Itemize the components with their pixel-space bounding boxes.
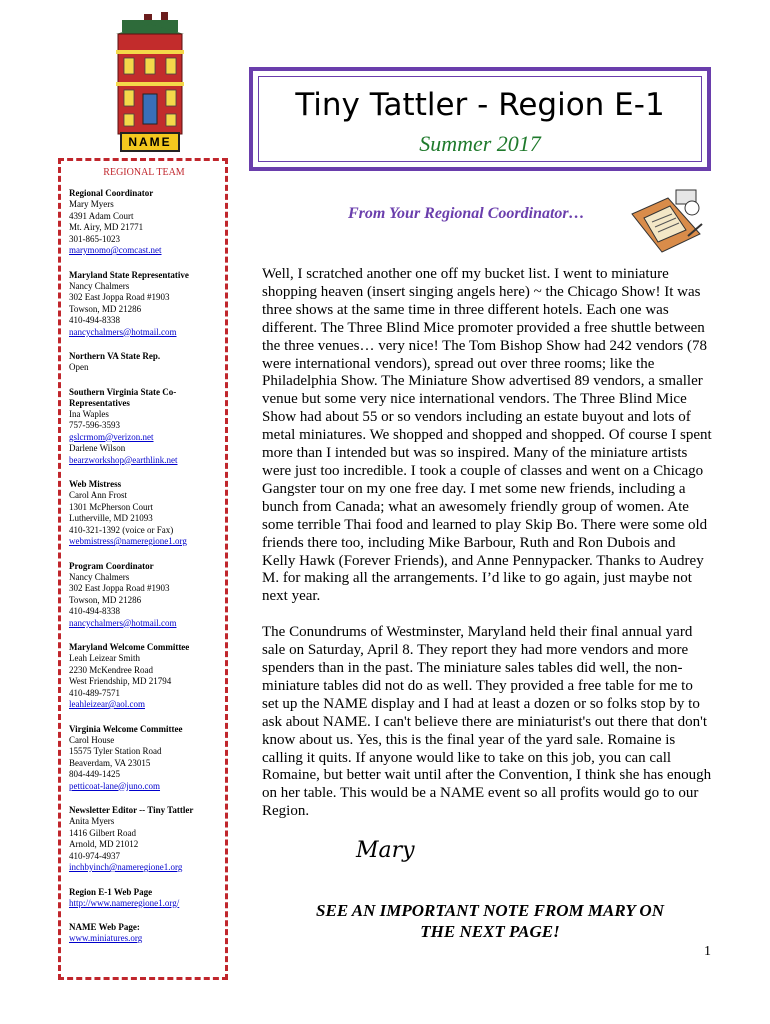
sidebar-link[interactable]: nancychalmers@hotmail.com [69, 326, 177, 337]
dollhouse-logo [106, 10, 194, 150]
sidebar-line: Nancy Chalmers [69, 280, 130, 291]
sidebar-link[interactable]: webmistress@nameregione1.org [69, 536, 187, 546]
sidebar-line: Carol Ann Frost [69, 490, 128, 500]
sidebar-block-heading: NAME Web Page: [69, 922, 140, 932]
newsletter-header [249, 67, 711, 171]
sidebar-block [69, 479, 219, 548]
sidebar-link[interactable]: bearzworkshop@earthlink.net [69, 454, 178, 465]
sidebar-line: 4391 Adam Court [69, 210, 134, 221]
page-number: 1 [704, 944, 711, 959]
sidebar-line: 301-865-1023 [69, 233, 120, 244]
sidebar-line: 410-974-4937 [69, 850, 120, 861]
sidebar-block [69, 387, 219, 467]
sidebar-line: 1416 Gilbert Road [69, 827, 136, 838]
sidebar-link[interactable]: nancychalmers@hotmail.com [69, 617, 177, 628]
sidebar-line: 302 East Joppa Road #1903 [69, 292, 170, 302]
sidebar-block [69, 188, 219, 257]
coordinator-letter [262, 266, 712, 839]
sidebar-line: 757-596-3593 [69, 420, 120, 430]
sidebar-block-heading: Southern Virginia State Co-Representatives [69, 386, 177, 408]
sidebar-link[interactable]: www.miniatures.org [69, 933, 143, 943]
sidebar-block [69, 887, 219, 910]
sidebar-block-heading: Northern VA State Rep. [69, 351, 161, 361]
sidebar-line: 410-494-8338 [69, 315, 120, 325]
sidebar-line: Ina Waples [69, 408, 109, 419]
sidebar-block-heading: Maryland Welcome Committee [69, 642, 190, 652]
sidebar-line: Mt. Airy, MD 21771 [69, 222, 144, 232]
sidebar-line: Carol House [69, 734, 115, 745]
sidebar-link[interactable]: petticoat-lane@juno.com [69, 780, 161, 791]
sidebar-line: Anita Myers [69, 816, 115, 826]
sidebar-link[interactable]: leahleizear@aol.com [69, 699, 145, 709]
sidebar-line: 1301 McPherson Court [69, 501, 153, 512]
sidebar-block-heading: Region E-1 Web Page [69, 886, 153, 897]
sidebar-line: West Friendship, MD 21794 [69, 676, 172, 686]
sidebar-line: Towson, MD 21286 [69, 594, 142, 605]
sidebar-line: 302 East Joppa Road #1903 [69, 583, 170, 593]
sidebar-line: Mary Myers [69, 199, 114, 209]
sidebar-block [69, 724, 219, 793]
coordinator-heading: From Your Regional Coordinator… [348, 205, 585, 222]
sidebar-block-heading: Maryland State Representative [69, 269, 189, 280]
sidebar-title: REGIONAL TEAM [103, 167, 185, 178]
sidebar-block [69, 270, 219, 339]
sidebar-block-heading: Regional Coordinator [69, 188, 154, 198]
sidebar-line: 410-494-8338 [69, 606, 120, 616]
sidebar-line: 804-449-1425 [69, 769, 120, 779]
sidebar-line: Nancy Chalmers [69, 571, 130, 582]
sidebar-line: 15575 Tyler Station Road [69, 746, 162, 756]
sidebar-line: Darlene Wilson [69, 443, 126, 453]
sidebar-block-heading: Web Mistress [69, 479, 122, 489]
signature: Mary [356, 838, 415, 863]
header-inner-border [258, 76, 702, 162]
sidebar-link[interactable]: marymomo@comcast.net [69, 245, 162, 255]
sidebar-block-heading: Virginia Welcome Committee [69, 723, 183, 734]
sidebar-line: 410-489-7571 [69, 687, 120, 698]
sidebar-line: Lutherville, MD 21093 [69, 513, 153, 523]
sidebar-blocks [69, 188, 219, 945]
sidebar-line: Arnold, MD 21012 [69, 839, 139, 849]
sidebar-link[interactable]: inchbyinch@nameregione1.org [69, 862, 183, 872]
sidebar-line: 2230 McKendree Road [69, 664, 153, 675]
letter-paragraph-1: Well, I scratched another one off my bucket list. I went to miniature shopping heaven (insert singing angels here) ~ the Chicago Show! It was three shows at the same time in three different hotels. Each one was different. The Three Blind Mice promoter provided a free shuttle between the three venues… very nice! The Tom Bishop Show had 242 vendors (78 were international vendors), spread out over three rooms; like the Philadelphia Show. The Miniature Show advertised 89 vendors, a smaller venue but some very nice international vendors. The Three Blind Mice Show had about 55 or so vendors including an estate buyout and lots of metal miniatures. We shopped and shopped and shopped. Of course I spent more than I intended but was so inspired. Many of the miniature artists were just too incredible. I took a couple of classes and went on a Chicago Gangster tour on my one free day. I met some new friends, including a bunch from Canada; what an awesomely friendly group of women. Ate some terrible Thai food and learned to play Skip Bo. There were some old friends there too, including Mike Barbour, Ruth and Ron Dubois and Kelly Hawk (Forever Friends), and Anne Pennypacker. Thanks to Audrey M. for making all the arrangements. I’d like to go again, just maybe not next year. [262, 266, 712, 605]
sidebar-line: Open [69, 362, 89, 372]
sidebar-link[interactable]: http://www.nameregione1.org/ [69, 897, 180, 908]
sidebar-block [69, 805, 219, 874]
sidebar-line: Beaverdam, VA 23015 [69, 757, 151, 768]
important-note: SEE AN IMPORTANT NOTE FROM MARY ON THE NEXT PAGE! [316, 901, 664, 941]
regional-team-sidebar [58, 158, 228, 980]
sidebar-block [69, 561, 219, 630]
sidebar-line: Towson, MD 21286 [69, 303, 142, 314]
newsletter-title: Tiny Tattler - Region E-1 [295, 87, 665, 123]
logo-label: NAME [120, 132, 180, 152]
sidebar-line: Leah Leizear Smith [69, 653, 140, 663]
desk-papers-icon [626, 184, 706, 258]
sidebar-block-heading: Newsletter Editor -- Tiny Tattler [69, 805, 194, 815]
letter-paragraph-2: The Conundrums of Westminster, Maryland held their final annual yard sale on Saturday, April 8. They report they had more vendors and more spenders than in the past. The miniature sales tables did well, the non-miniature tables did not do as well. They provided a free table for me to set up the NAME display and I had at least a dozen or so folks stop by to ask about NAME. I can't believe there are miniaturist's out there that don't know about us. Yes, this is the final year of the yard sale. Romaine is calling it quits. If anyone would like to take on this job, you can call Romaine, but better wait until after the Convention, I think she has enough on her table. This would be a NAME event so all profits would go to our Region. [262, 624, 712, 820]
sidebar-block [69, 642, 219, 711]
sidebar-block [69, 351, 219, 374]
sidebar-link[interactable]: gslcrmom@verizon.net [69, 431, 154, 442]
sidebar-block-heading: Program Coordinator [69, 560, 154, 571]
sidebar-block [69, 922, 219, 945]
sidebar-line: 410-321-1392 (voice or Fax) [69, 524, 174, 535]
newsletter-season: Summer 2017 [419, 131, 541, 156]
